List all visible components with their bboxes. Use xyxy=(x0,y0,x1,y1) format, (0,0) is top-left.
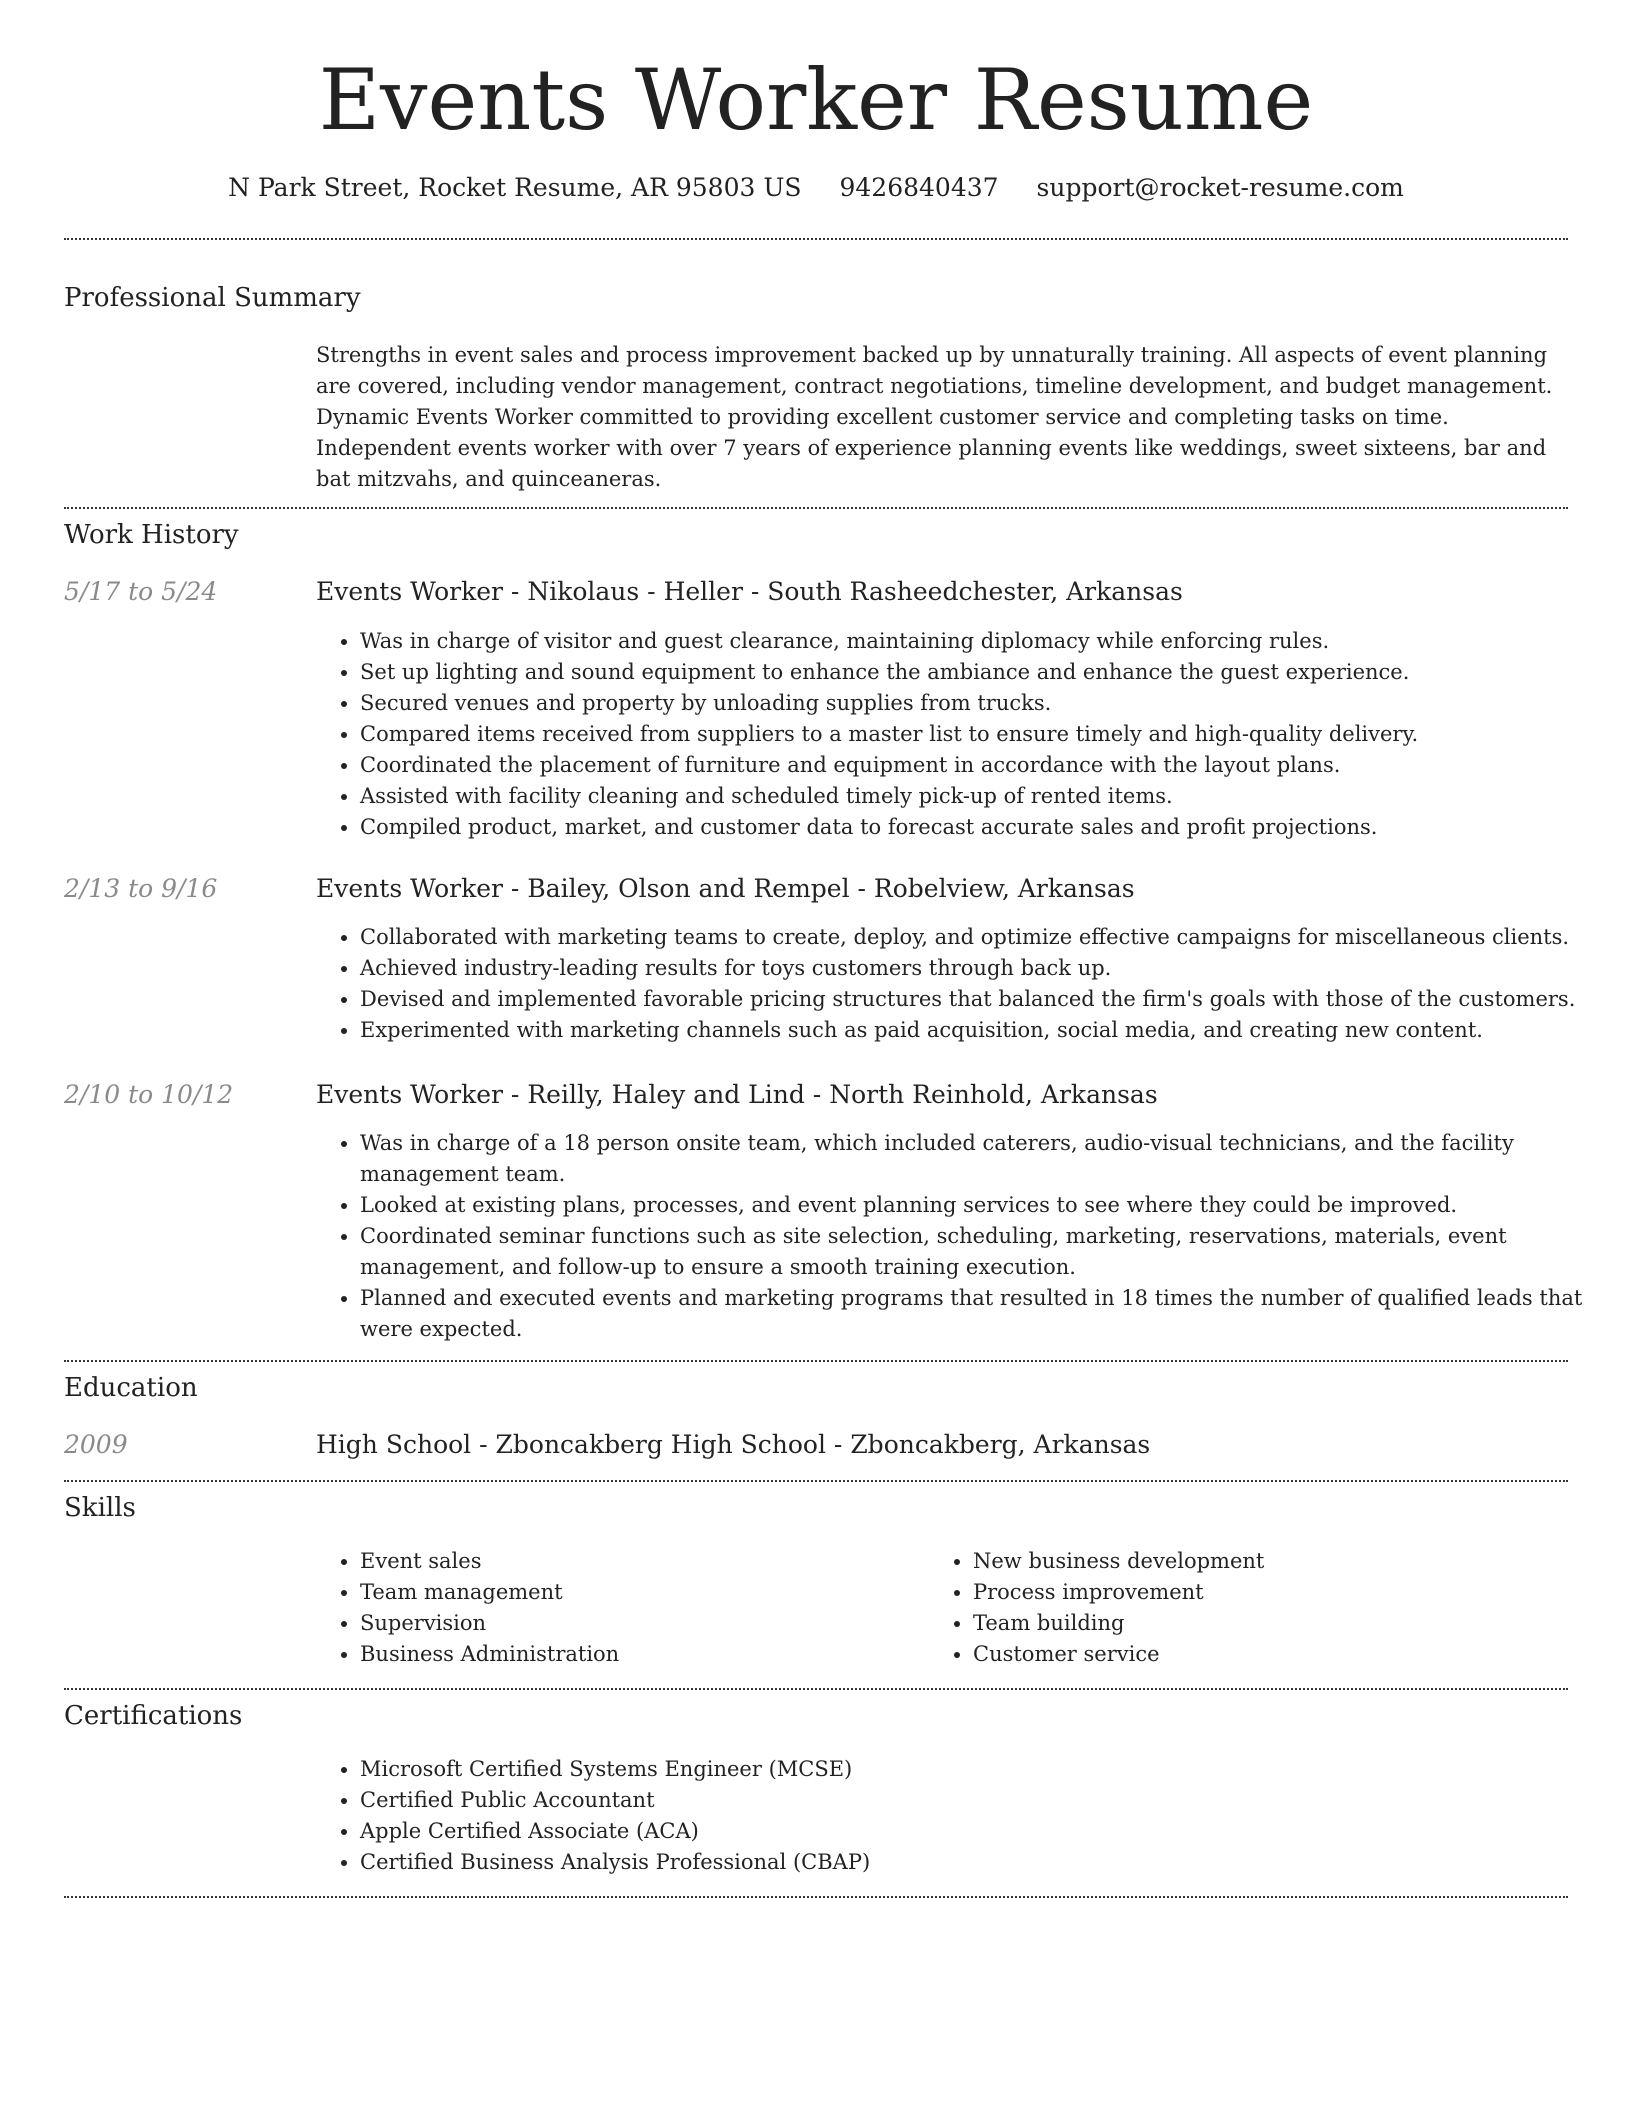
contact-line xyxy=(0,170,1632,206)
list-item: • Assisted with facility cleaning and scheduled timely pick-up of rented items. xyxy=(360,781,1620,812)
list-item: • Compiled product, market, and customer data to forecast accurate sales and profit projections. xyxy=(360,812,1620,843)
divider xyxy=(64,238,1568,240)
list-item: • Coordinated seminar functions such as site selection, scheduling, marketing, reservations, materials, event management, and follow-up to ensure a smooth training execution. xyxy=(360,1221,1620,1283)
divider xyxy=(64,1688,1568,1690)
list-item: • Planned and executed events and marketing programs that resulted in 18 times the number of qualified leads that were expected. xyxy=(360,1283,1620,1345)
contact-email: support@rocket-resume.com xyxy=(1036,173,1404,202)
list-item: • Microsoft Certified Systems Engineer (MCSE) xyxy=(360,1754,1620,1785)
job-bullets xyxy=(316,626,1620,843)
job-title: Events Worker - Nikolaus - Heller - South Rasheedchester, Arkansas xyxy=(316,577,1183,606)
list-item: • Secured venues and property by unloading supplies from trucks. xyxy=(360,688,1620,719)
divider xyxy=(64,1360,1568,1362)
section-title-summary: Professional Summary xyxy=(64,283,361,313)
list-item: • Certified Business Analysis Professional (CBAP) xyxy=(360,1847,1620,1878)
job-bullets xyxy=(316,922,1620,1046)
list-item: • Achieved industry-leading results for toys customers through back up. xyxy=(360,953,1620,984)
summary-text: Strengths in event sales and process improvement backed up by unnaturally training. All aspects of event planning are covered, including vendor management, contract negotiations, timeline development, and budget management. Dynamic Events Worker committed to providing excellent customer service and completing tasks on time. Independent events worker with over 7 years of experience planning events like weddings, sweet sixteens, bar and bat mitzvahs, and quinceaneras. xyxy=(316,343,1553,491)
skills-list-left xyxy=(316,1546,920,1670)
job-bullets xyxy=(316,1128,1620,1345)
resume-title: Events Worker Resume xyxy=(318,51,1314,149)
list-item: • Compared items received from suppliers to a master list to ensure timely and high-quality delivery. xyxy=(360,719,1620,750)
education-year: 2009 xyxy=(64,1430,128,1459)
list-item: • Looked at existing plans, processes, and event planning services to see where they could be improved. xyxy=(360,1190,1620,1221)
list-item: • Certified Public Accountant xyxy=(360,1785,1620,1816)
job-dates: 5/17 to 5/24 xyxy=(64,577,218,606)
list-item: • Collaborated with marketing teams to create, deploy, and optimize effective campaigns for miscellaneous clients. xyxy=(360,922,1620,953)
job-dates: 2/13 to 9/16 xyxy=(64,874,218,903)
section-title-education: Education xyxy=(64,1373,198,1403)
section-title-work-history: Work History xyxy=(64,520,239,550)
section-title-skills: Skills xyxy=(64,1493,136,1523)
education-entry: High School - Zboncakberg High School - Zboncakberg, Arkansas xyxy=(316,1430,1151,1459)
certifications-list xyxy=(316,1754,1620,1878)
list-item: • Customer service xyxy=(973,1639,1533,1670)
skills-list-right xyxy=(929,1546,1533,1670)
list-item: • Coordinated the placement of furniture and equipment in accordance with the layout plans. xyxy=(360,750,1620,781)
contact-address: N Park Street, Rocket Resume, AR 95803 US xyxy=(228,173,802,202)
list-item: • Set up lighting and sound equipment to enhance the ambiance and enhance the guest experience. xyxy=(360,657,1620,688)
list-item: • Was in charge of a 18 person onsite team, which included caterers, audio-visual technicians, and the facility management team. xyxy=(360,1128,1620,1190)
list-item: • Experimented with marketing channels such as paid acquisition, social media, and creating new content. xyxy=(360,1015,1620,1046)
list-item: • Business Administration xyxy=(360,1639,920,1670)
divider xyxy=(64,1480,1568,1482)
divider xyxy=(64,507,1568,509)
contact-phone: 9426840437 xyxy=(839,173,999,202)
list-item: • Was in charge of visitor and guest clearance, maintaining diplomacy while enforcing rules. xyxy=(360,626,1620,657)
list-item: • Event sales xyxy=(360,1546,920,1577)
list-item: • Team management xyxy=(360,1577,920,1608)
job-dates: 2/10 to 10/12 xyxy=(64,1080,234,1109)
list-item: • Process improvement xyxy=(973,1577,1533,1608)
section-title-certifications: Certifications xyxy=(64,1701,243,1731)
divider xyxy=(64,1896,1568,1898)
list-item: • Supervision xyxy=(360,1608,920,1639)
job-title: Events Worker - Bailey, Olson and Rempel - Robelview, Arkansas xyxy=(316,874,1135,903)
list-item: • Team building xyxy=(973,1608,1533,1639)
list-item: • Devised and implemented favorable pricing structures that balanced the firm's goals with those of the customers. xyxy=(360,984,1620,1015)
list-item: • New business development xyxy=(973,1546,1533,1577)
job-title: Events Worker - Reilly, Haley and Lind - North Reinhold, Arkansas xyxy=(316,1080,1158,1109)
list-item: • Apple Certified Associate (ACA) xyxy=(360,1816,1620,1847)
